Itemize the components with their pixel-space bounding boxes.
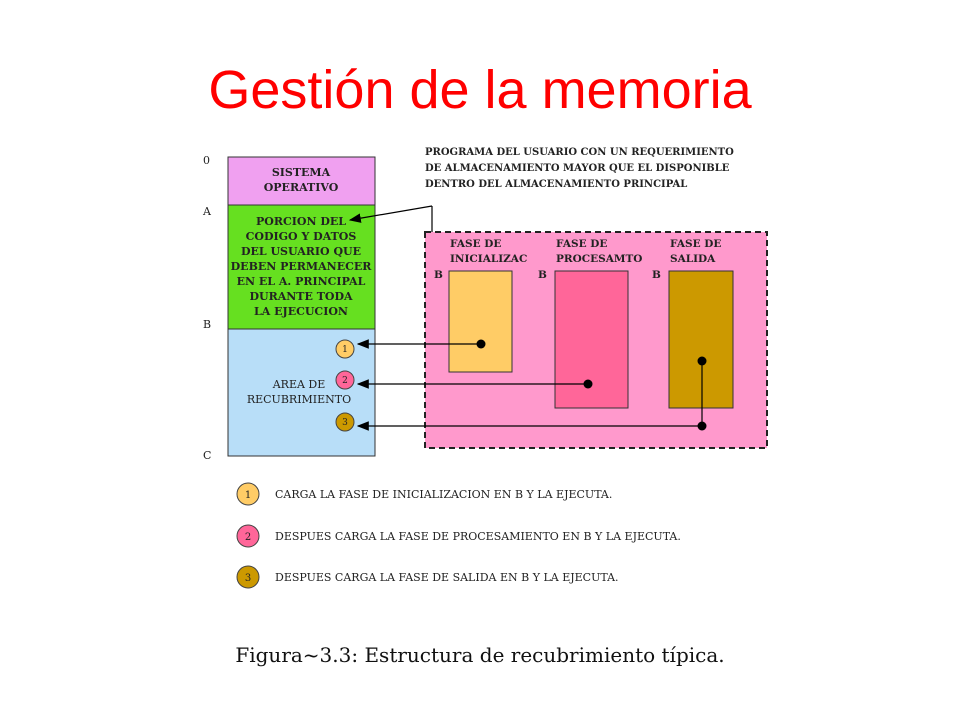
- phase-base-label: B: [434, 269, 443, 281]
- address-0: 0: [203, 154, 210, 167]
- program-note-line: PROGRAMA DEL USUARIO CON UN REQUERIMIENTO: [425, 147, 734, 158]
- resident-label-line: CODIGO Y DATOS: [245, 230, 357, 243]
- resident-label-line: DURANTE TODA: [249, 290, 353, 303]
- resident-label-line: DEL USUARIO QUE: [240, 245, 362, 258]
- slot-number: 3: [342, 418, 348, 428]
- figure-caption: Figura~3.3: Estructura de recubrimiento típica.: [235, 643, 725, 667]
- resident-label-line: LA EJECUCION: [254, 305, 348, 318]
- legend-text: CARGA LA FASE DE INICIALIZACION EN B Y LA EJECUTA.: [275, 488, 613, 501]
- address-a: A: [203, 205, 211, 218]
- phase-init-block: [449, 271, 512, 372]
- legend-text: DESPUES CARGA LA FASE DE SALIDA EN B Y LA EJECUTA.: [275, 571, 619, 584]
- resident-label-line: DEBEN PERMANECER: [230, 260, 372, 273]
- phase-exit-block: [669, 271, 733, 408]
- resident-label-line: EN EL A. PRINCIPAL: [236, 275, 366, 288]
- phase-proc-label: PROCESAMTO: [556, 253, 643, 265]
- so-label-line: OPERATIVO: [263, 181, 339, 194]
- overlay-label-line: RECUBRIMIENTO: [246, 393, 352, 406]
- phase-base-label: B: [652, 269, 661, 281]
- phase-base-label: B: [538, 269, 547, 281]
- phase-exit-label: SALIDA: [670, 253, 716, 265]
- legend-number: 1: [244, 490, 252, 501]
- program-note-line: DENTRO DEL ALMACENAMIENTO PRINCIPAL: [425, 179, 688, 190]
- address-b: B: [203, 318, 212, 331]
- program-note-line: DE ALMACENAMIENTO MAYOR QUE EL DISPONIBLE: [425, 163, 730, 174]
- phase-proc-block: [555, 271, 628, 408]
- legend-number: 3: [244, 573, 252, 584]
- legend-text: DESPUES CARGA LA FASE DE PROCESAMIENTO EN B Y LA EJECUTA.: [275, 530, 681, 543]
- overlay-label-line: AREA DE: [272, 378, 326, 391]
- slot-number: 2: [342, 376, 348, 386]
- address-c: C: [203, 449, 212, 462]
- phase-init-label: INICIALIZAC: [450, 253, 528, 265]
- phase-exit-label: FASE DE: [670, 238, 722, 250]
- resident-label-line: PORCION DEL: [255, 215, 347, 228]
- page-title: Gestión de la memoria: [208, 60, 752, 120]
- phase-init-label: FASE DE: [450, 238, 502, 250]
- slot-number: 1: [342, 345, 348, 355]
- phase-proc-label: FASE DE: [556, 238, 608, 250]
- legend-number: 2: [244, 532, 252, 543]
- so-label-line: SISTEMA: [271, 166, 331, 179]
